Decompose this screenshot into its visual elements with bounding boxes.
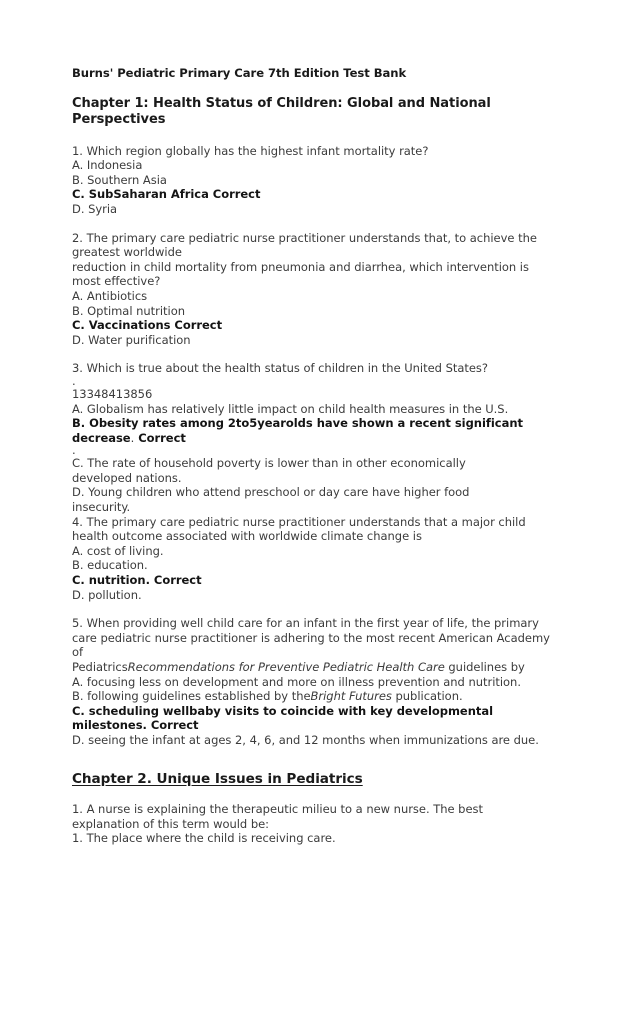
question-1-stem: 1. Which region globally has the highest infant mortality rate? <box>72 143 429 158</box>
question-2-option-c: C. Vaccinations Correct <box>72 318 223 333</box>
question-3-option-b-line-2 <box>72 431 550 446</box>
chapter-1-heading: Chapter 1: Health Status of Children: Global and National Perspectives <box>72 95 491 128</box>
question-5-stem-line-2: care pediatric nurse practitioner is adhering to the most recent American Academy of <box>72 630 554 660</box>
chapter-2-heading-wrapper <box>72 768 550 803</box>
question-2-stem-line-1: 2. The primary care pediatric nurse practitioner understands that, to achieve the <box>72 230 537 245</box>
question-5-option-c: C. scheduling wellbaby visits to coincide with key developmental milestones. Correct <box>72 703 497 733</box>
question-3-dot-marker-1: . <box>72 373 76 388</box>
question-3-option-b-line-1: B. Obesity rates among 2to5yearolds have shown a recent significant <box>72 416 523 431</box>
question-2-option-b: B. Optimal nutrition <box>72 303 185 318</box>
document-content <box>72 66 554 846</box>
question-3-answer-word: decrease <box>72 430 131 445</box>
chapter-2-question-1-stem: 1. A nurse is explaining the therapeutic milieu to a new nurse. The best explanation of this term would be: <box>72 802 487 831</box>
question-1-option-d: D. Syria <box>72 201 118 216</box>
question-3-answer-period: . <box>130 430 135 445</box>
question-5-stem-line-3 <box>72 660 550 675</box>
question-3-code: 13348413856 <box>72 386 153 401</box>
question-5-option-b-italic-title: Bright Futures <box>310 689 392 704</box>
question-3-option-d-line-2: insecurity. <box>72 500 131 515</box>
question-4-option-b: B. education. <box>72 558 148 573</box>
question-5-option-a: A. focusing less on development and more on illness prevention and nutrition. <box>72 674 521 689</box>
question-3-block <box>72 361 550 514</box>
question-2-stem-line-4: most effective? <box>72 274 161 289</box>
question-3-option-c-line-1: C. The rate of household poverty is lower than in other economically <box>72 456 466 471</box>
question-4-option-c: C. nutrition. Correct <box>72 573 202 588</box>
question-5-stem-italic-title: Recommendations for Preventive Pediatric Health Care <box>127 660 445 674</box>
question-5-option-d: D. seeing the infant at ages 2, 4, 6, and 12 months when immunizations are due. <box>72 732 539 747</box>
question-3-option-d-line-1: D. Young children who attend preschool or day care have higher food <box>72 485 470 500</box>
question-3-correct-word: Correct <box>138 430 186 445</box>
question-1-option-a: A. Indonesia <box>72 158 143 173</box>
question-2-stem-line-2: greatest worldwide <box>72 245 182 260</box>
question-5-block <box>72 616 554 747</box>
question-4-stem-line-2: health outcome associated with worldwide climate change is <box>72 529 422 544</box>
question-5-stem-line-1: 5. When providing well child care for an infant in the first year of life, the primary <box>72 616 539 631</box>
question-2-stem-line-3: reduction in child mortality from pneumonia and diarrhea, which intervention is <box>72 259 529 274</box>
question-2-option-d: D. Water purification <box>72 332 191 347</box>
question-3-option-c-line-2: developed nations. <box>72 470 182 485</box>
chapter-2-question-1-block <box>72 802 550 846</box>
question-5-option-b-suffix: publication. <box>391 689 463 704</box>
question-3-stem: 3. Which is true about the health status of children in the United States? <box>72 361 488 376</box>
question-1-block <box>72 144 550 217</box>
chapter-2-heading: Chapter 2. Unique Issues in Pediatrics <box>72 770 363 787</box>
document-title: Burns' Pediatric Primary Care 7th Edition Test Bank <box>72 66 407 80</box>
question-5-option-b <box>72 689 550 704</box>
question-1-option-b: B. Southern Asia <box>72 172 167 187</box>
question-4-stem-line-1: 4. The primary care pediatric nurse practitioner understands that a major child <box>72 514 526 529</box>
question-5-option-b-prefix: B. following guidelines established by the <box>72 689 311 704</box>
question-4-block <box>72 515 550 603</box>
question-4-option-d: D. pollution. <box>72 587 142 602</box>
chapter-2-question-1-option-1: 1. The place where the child is receiving care. <box>72 831 336 846</box>
question-4-option-a: A. cost of living. <box>72 543 164 558</box>
question-3-option-a: A. Globalism has relatively little impact on child health measures in the U.S. <box>72 401 509 416</box>
question-2-block <box>72 231 550 348</box>
question-5-stem-suffix: guidelines by <box>444 660 525 674</box>
question-1-option-c: C. SubSaharan Africa Correct <box>72 187 261 202</box>
question-3-dot-marker-2: . <box>72 443 76 458</box>
question-5-stem-prefix: Pediatrics <box>72 660 128 674</box>
question-2-option-a: A. Antibiotics <box>72 288 148 303</box>
